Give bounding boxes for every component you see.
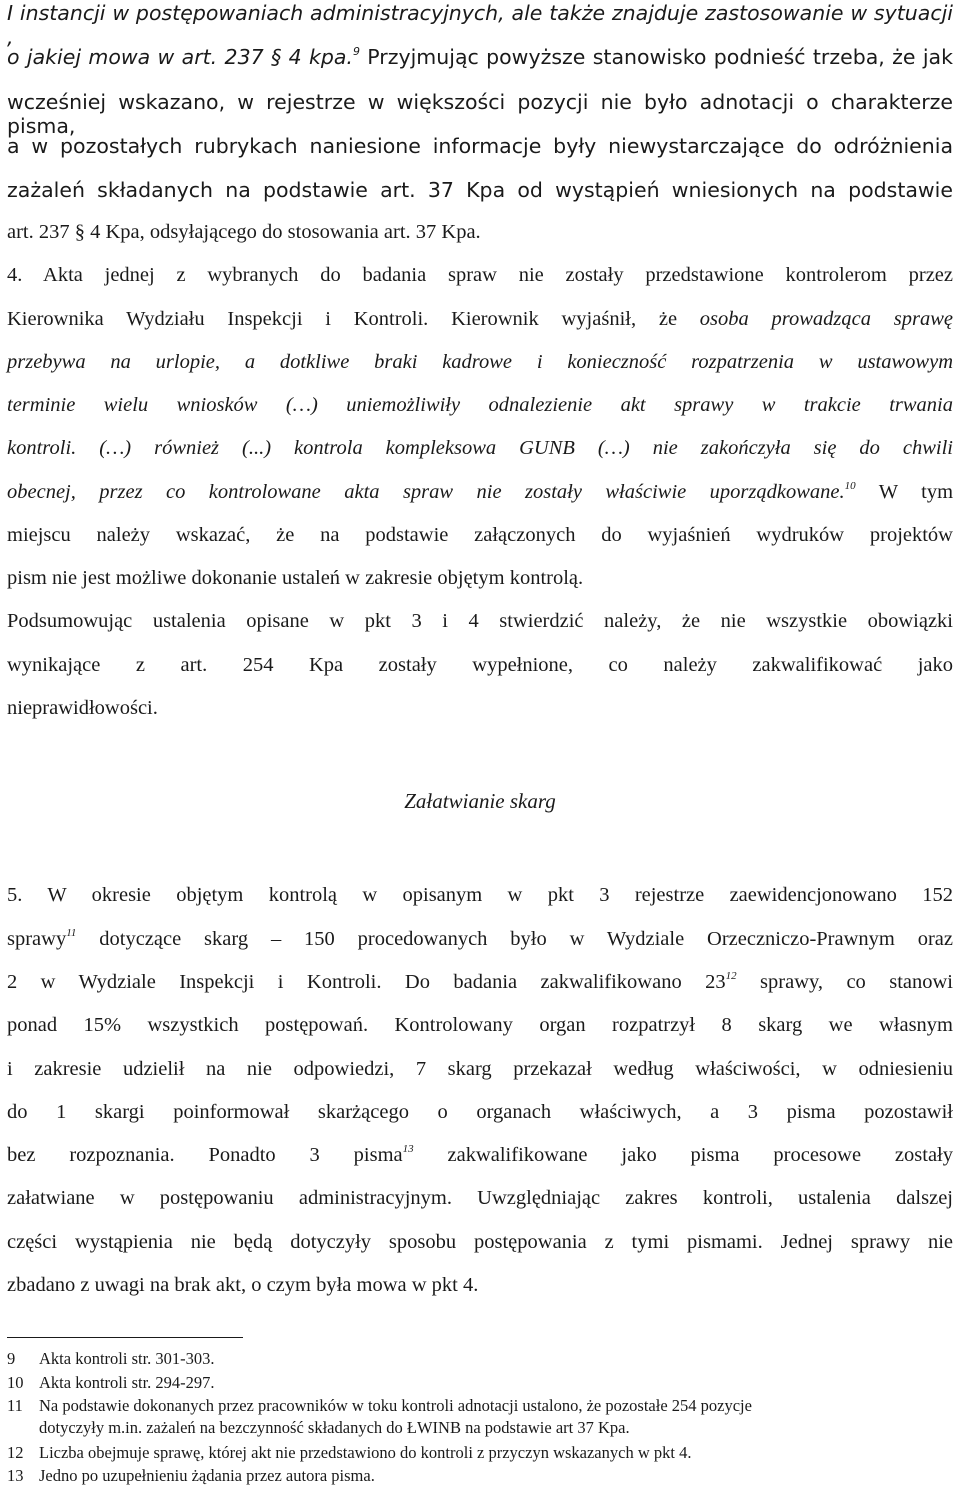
- text-run: zakwalifikowane jako pisma procesowe zostały: [413, 1144, 953, 1166]
- text-run: bez rozpoznania. Ponadto 3 pisma: [7, 1144, 403, 1166]
- text-run: W tym: [855, 481, 954, 503]
- footnote-separator: [7, 1337, 243, 1338]
- footnote-9: [7, 1349, 215, 1369]
- text-line: części wystąpienia nie będą dotyczyły sposobu postępowania z tymi pismami. Jednej sprawy nie: [7, 1231, 953, 1253]
- footnote-10: [7, 1373, 215, 1393]
- section-heading: Załatwianie skarg: [404, 789, 556, 813]
- text-run: o jakiej mowa w art. 237 § 4 kpa.: [7, 45, 353, 69]
- text-line: przebywa na urlopie, a dotkliwe braki kadrowe i konieczność rozpatrzenia w ustawowym: [7, 351, 953, 373]
- footnote-11-continuation: dotyczyły m.in. zażaleń na bezczynność składanych do ŁWINB na podstawie art 37 Kpa.: [39, 1418, 630, 1437]
- footnote-ref-9: 9: [352, 45, 360, 58]
- footnote-ref-12: 12: [725, 970, 737, 982]
- footnote-text: Akta kontroli str. 301-303.: [39, 1349, 215, 1368]
- footnote-number: 10: [7, 1373, 24, 1392]
- text-line: zbadano z uwagi na brak akt, o czym była mowa w pkt 4.: [7, 1274, 479, 1296]
- text-line: wcześniej wskazano, w rejestrze w większości pozycji nie było adnotacji o charakterze pisma,: [7, 90, 953, 138]
- text-line: wynikające z art. 254 Kpa zostały wypełnione, co należy zakwalifikować jako: [7, 654, 953, 676]
- text-line: [7, 45, 953, 69]
- footnote-11: [7, 1396, 752, 1416]
- footnote-number: 13: [7, 1466, 24, 1485]
- text-line: [7, 927, 953, 951]
- text-run: Przyjmując powyższe stanowisko podnieść trzeba, że jak: [359, 45, 953, 69]
- footnote-number: 11: [7, 1396, 23, 1415]
- quote-run: osoba prowadząca sprawę: [699, 308, 953, 330]
- footnote-ref-13: 13: [402, 1143, 414, 1155]
- text-line: terminie wielu wniosków (…) uniemożliwiły odnalezienie akt sprawy w trakcie trwania: [7, 394, 953, 416]
- footnote-ref-11: 11: [66, 927, 77, 939]
- text-run: sprawy, co stanowi: [736, 971, 953, 993]
- footnote-text: Na podstawie dokonanych przez pracowników w toku kontroli adnotacji ustalono, że pozostałe 254 pozycje: [39, 1396, 752, 1415]
- text-line: i zakresie udzielił na nie odpowiedzi, 7 skarg przekazał według właściwości, w odniesieniu: [7, 1058, 953, 1080]
- text-run: dotyczące skarg – 150 procedowanych było w Wydziale Orzeczniczo-Prawnym oraz: [76, 928, 953, 950]
- footnote-text: Akta kontroli str. 294-297.: [39, 1373, 215, 1392]
- footnote-text: Jedno po uzupełnieniu żądania przez autora pisma.: [39, 1466, 375, 1485]
- footnote-ref-10: 10: [844, 480, 856, 492]
- footnote-text: Liczba obejmuje sprawę, której akt nie przedstawiono do kontroli z przyczyn wskazanych w pkt 4.: [39, 1443, 692, 1462]
- text-run: 2 w Wydziale Inspekcji i Kontroli. Do badania zakwalifikowano 23: [7, 971, 726, 993]
- text-line: zażaleń składanych na podstawie art. 37 Kpa od wystąpień wniesionych na podstawie: [7, 178, 953, 202]
- text-line: załatwiane w postępowaniu administracyjnym. Uwzględniając zakres kontroli, ustalenia dalszej: [7, 1187, 953, 1209]
- text-line: nieprawidłowości.: [7, 697, 158, 719]
- footnote-number: 12: [7, 1443, 24, 1462]
- footnote-number: 9: [7, 1349, 16, 1368]
- text-line: art. 237 § 4 Kpa, odsyłającego do stosowania art. 37 Kpa.: [7, 221, 481, 243]
- text-line: pism nie jest możliwe dokonanie ustaleń w zakresie objętym kontrolą.: [7, 567, 584, 589]
- text-run: sprawy: [7, 928, 67, 950]
- footnote-12: [7, 1443, 691, 1463]
- text-line: [7, 1143, 953, 1167]
- text-run: Kierownika Wydziału Inspekcji i Kontroli. Kierownik wyjaśnił, że: [7, 308, 700, 330]
- text-line: a w pozostałych rubrykach naniesione informacje były niewystarczające do odróżnienia: [7, 134, 953, 158]
- text-line: Podsumowując ustalenia opisane w pkt 3 i 4 stwierdzić należy, że nie wszystkie obowiązki: [7, 610, 953, 632]
- quote-run: obecnej, przez co kontrolowane akta spraw nie zostały właściwie uporządkowane.: [7, 481, 845, 503]
- text-line: 4. Akta jednej z wybranych do badania spraw nie zostały przedstawione kontrolerom przez: [7, 264, 953, 286]
- text-line: 5. W okresie objętym kontrolą w opisanym w pkt 3 rejestrze zaewidencjonowano 152: [7, 884, 953, 906]
- text-line: [7, 307, 953, 331]
- text-line: kontroli. (…) również (...) kontrola kompleksowa GUNB (…) nie zakończyła się do chwili: [7, 437, 953, 459]
- text-line: [7, 970, 953, 994]
- text-line: ponad 15% wszystkich postępowań. Kontrolowany organ rozpatrzył 8 skarg we własnym: [7, 1014, 953, 1036]
- text-line: [7, 480, 953, 504]
- text-line: miejscu należy wskazać, że na podstawie załączonych do wyjaśnień wydruków projektów: [7, 524, 953, 546]
- footnote-13: [7, 1466, 375, 1486]
- text-line: I instancji w postępowaniach administracyjnych, ale także znajduje zastosowanie w sytuacji ,: [7, 1, 953, 49]
- text-line: do 1 skargi poinformował skarżącego o organach właściwych, a 3 pisma pozostawił: [7, 1101, 953, 1123]
